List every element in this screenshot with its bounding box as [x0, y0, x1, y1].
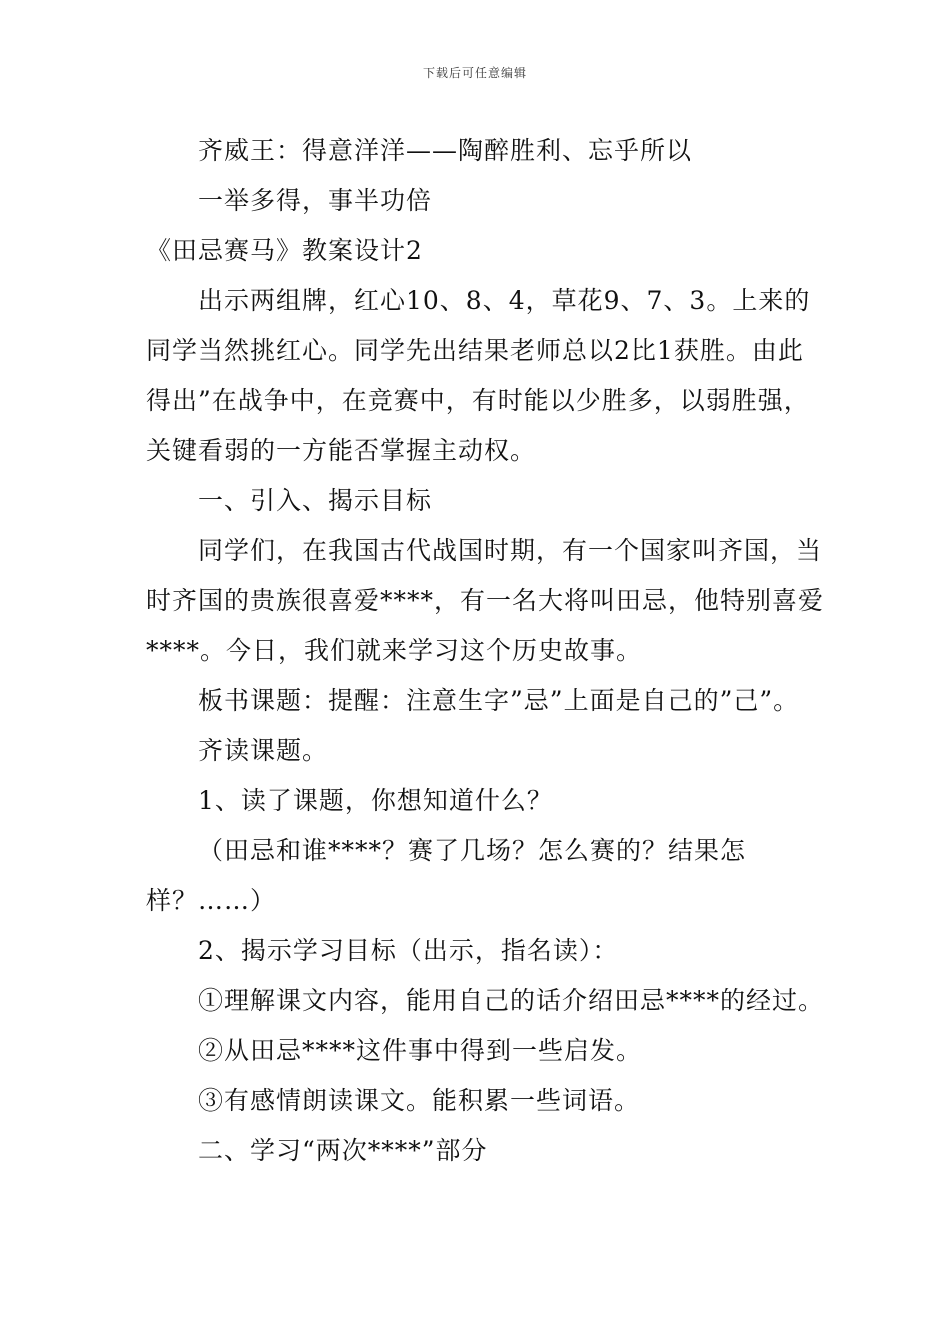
paragraph-qi-weiwang: 齐威王：得意洋洋——陶醉胜利、忘乎所以: [198, 136, 693, 165]
paragraph-idiom: 一举多得，事半功倍: [198, 186, 433, 215]
goal-item-1: ①理解课文内容，能用自己的话介绍田忌****的经过。: [198, 986, 825, 1015]
paragraph-history: 同学们，在我国古代战国时期，有一个国家叫齐国，当时齐国的贵族很喜爱****，有一名大将叫田忌，他特别喜爱****。今日，我们就来学习这个历史故事。: [146, 536, 825, 665]
page-header-note: 下载后可任意编辑: [422, 66, 527, 80]
paragraph-board-title: 板书课题：提醒：注意生字”忌”上面是自己的”己”。: [198, 686, 800, 715]
section-title: 《田忌赛马》教案设计2: [146, 236, 423, 265]
paragraph-question-1: 1、读了课题，你想知道什么？: [198, 786, 553, 815]
heading-intro: 一、引入、揭示目标: [198, 486, 433, 515]
heading-part-two: 二、学习“两次****”部分: [198, 1136, 488, 1165]
goal-item-2: ②从田忌****这件事中得到一些启发。: [198, 1036, 643, 1065]
paragraph-goals-heading: 2、揭示学习目标（出示，指名读）：: [198, 936, 619, 965]
paragraph-card-game: 出示两组牌，红心10、8、4，草花9、7、3。上来的同学当然挑红心。同学先出结果老师总以2比1获胜。由此得出”在战争中，在竞赛中，有时能以少胜多，以弱胜强，关键看弱的一方能否掌握主动权。: [146, 286, 811, 465]
document-body: [146, 126, 826, 1176]
paragraph-read-title: 齐读课题。: [198, 736, 329, 765]
paragraph-questions-list: （田忌和谁****？赛了几场？怎么赛的？结果怎样？……）: [146, 836, 747, 915]
goal-item-3: ③有感情朗读课文。能积累一些词语。: [198, 1086, 641, 1115]
